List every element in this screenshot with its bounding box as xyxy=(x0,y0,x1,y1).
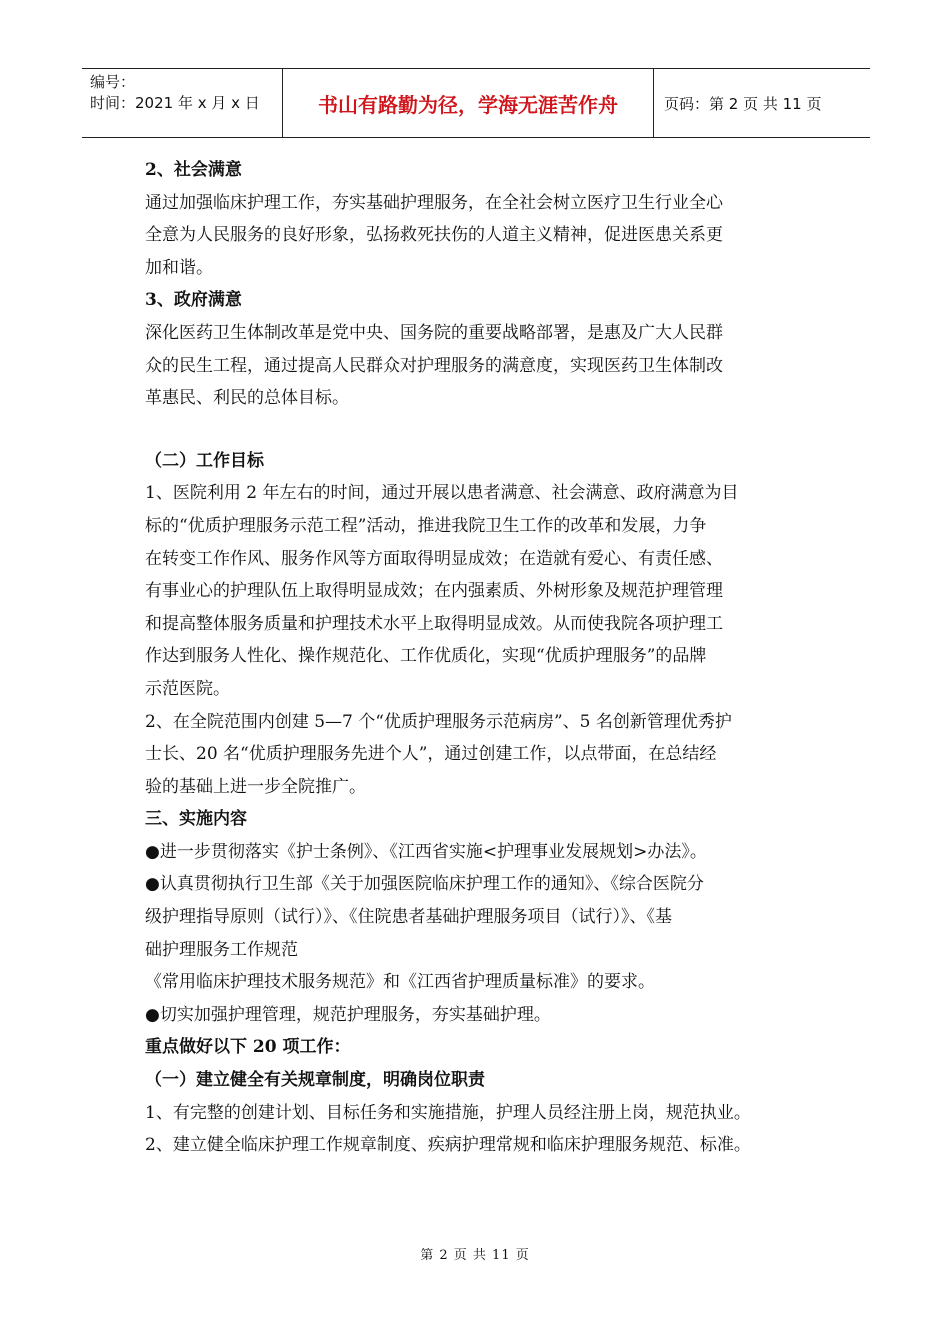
body-line: 级护理指导原则（试行）》、《住院患者基础护理服务项目（试行）》、《基 xyxy=(145,907,672,928)
body-line: 革惠民、利民的总体目标。 xyxy=(145,388,349,409)
body-line: 士长、20 名“优质护理服务先进个人”，通过创建工作，以点带面，在总结经 xyxy=(145,744,717,765)
section-heading: 三、实施内容 xyxy=(145,809,247,830)
body-line: ●进一步贯彻落实《护士条例》、《江西省实施<护理事业发展规划>办法》。 xyxy=(145,841,707,862)
section-heading: 2、社会满意 xyxy=(145,160,242,180)
page-header xyxy=(82,68,870,138)
header-motto: 书山有路勤为径，学海无涯苦作舟 xyxy=(282,69,654,137)
body-line: 2、在全院范围内创建 5—7 个“优质护理服务示范病房”、5 名创新管理优秀护 xyxy=(145,711,732,732)
document-number-label: 编号： xyxy=(90,73,136,91)
body-line: 深化医药卫生体制改革是党中央、国务院的重要战略部署，是惠及广大人民群 xyxy=(145,322,723,343)
paragraph-gap xyxy=(145,415,805,445)
body-line: 通过加强临床护理工作，夯实基础护理服务，在全社会树立医疗卫生行业全心 xyxy=(145,192,723,213)
section-heading: （一）建立健全有关规章制度，明确岗位职责 xyxy=(145,1070,485,1091)
body-line: 础护理服务工作规范 xyxy=(145,939,298,960)
body-line: 示范医院。 xyxy=(145,678,230,699)
section-heading: 3、政府满意 xyxy=(145,290,242,311)
body-line: 验的基础上进一步全院推广。 xyxy=(145,776,366,797)
body-line: 在转变工作作风、服务作风等方面取得明显成效；在造就有爱心、有责任感、 xyxy=(145,548,723,569)
body-line: ●切实加强护理管理，规范护理服务，夯实基础护理。 xyxy=(145,1004,551,1025)
document-date: 时间：2021 年 x 月 x 日 xyxy=(90,94,260,112)
body-line: 1、有完整的创建计划、目标任务和实施措施，护理人员经注册上岗，规范执业。 xyxy=(145,1102,751,1123)
body-line: 2、建立健全临床护理工作规章制度、疾病护理常规和临床护理服务规范、标准。 xyxy=(145,1135,751,1156)
body-line: 《常用临床护理技术服务规范》和《江西省护理质量标准》的要求。 xyxy=(145,972,655,993)
body-line: 众的民生工程，通过提高人民群众对护理服务的满意度，实现医药卫生体制改 xyxy=(145,355,723,376)
document-body xyxy=(145,154,805,1162)
body-line: 有事业心的护理队伍上取得明显成效；在内强素质、外树形象及规范护理管理 xyxy=(145,581,723,602)
body-line: 全意为人民服务的良好形象，弘扬救死扶伤的人道主义精神，促进医患关系更 xyxy=(145,225,723,246)
body-line: 加和谐。 xyxy=(145,257,213,278)
page-footer: 第 2 页 共 11 页 xyxy=(420,1248,530,1263)
header-page-number: 页码：第 2 页 共 11 页 xyxy=(664,94,822,113)
section-heading: 重点做好以下 20 项工作： xyxy=(145,1037,351,1058)
body-line: 1、医院利用 2 年左右的时间，通过开展以患者满意、社会满意、政府满意为目 xyxy=(145,483,739,504)
body-line: ●认真贯彻执行卫生部《关于加强医院临床护理工作的通知》、《综合医院分 xyxy=(145,874,704,895)
body-line: 标的“优质护理服务示范工程”活动，推进我院卫生工作的改革和发展，力争 xyxy=(145,515,707,536)
section-heading: （二）工作目标 xyxy=(145,450,264,471)
body-line: 和提高整体服务质量和护理技术水平上取得明显成效。从而使我院各项护理工 xyxy=(145,613,723,634)
body-line: 作达到服务人性化、操作规范化、工作优质化，实现“优质护理服务”的品牌 xyxy=(145,646,707,667)
header-meta xyxy=(82,69,282,137)
